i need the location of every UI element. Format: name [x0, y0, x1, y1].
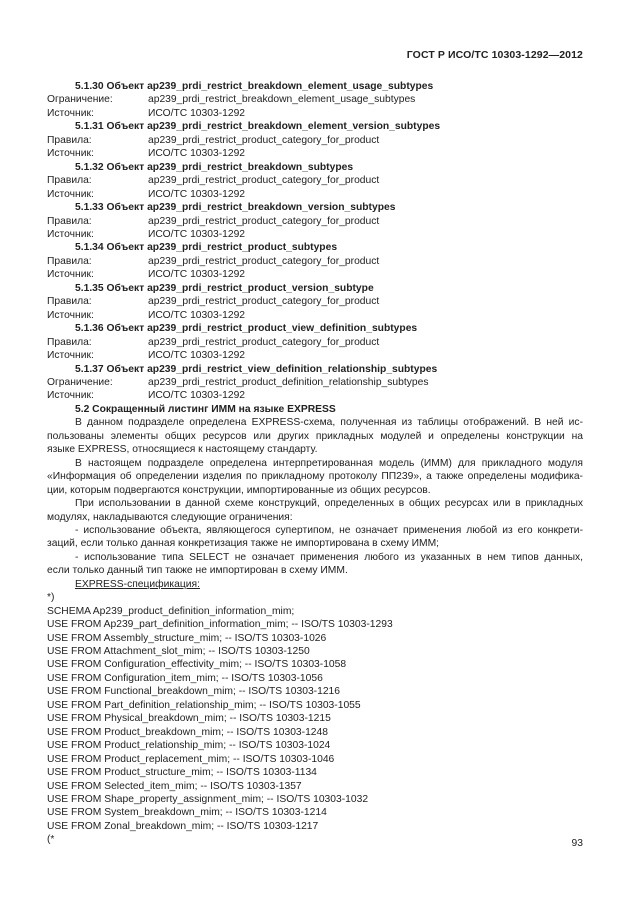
code-line: USE FROM Shape_property_assignment_mim; -- ISO/TS 10303-1032 [47, 794, 369, 806]
code-line: USE FROM Physical_breakdown_mim; -- ISO/TS 10303-1215 [47, 713, 331, 725]
entry-title [47, 161, 583, 174]
entry-object-word: Объект [106, 202, 145, 214]
entry-row-value: ap239_prdi_restrict_product_category_for_product [148, 296, 380, 308]
paragraph [47, 416, 583, 456]
paragraph [47, 524, 583, 551]
entry-row-label: Источник: [47, 350, 94, 362]
entry-row [47, 174, 583, 187]
entry-list [47, 80, 583, 403]
section-title: 5.2 Сокращенный листинг ИММ на языке EXPRESS [75, 403, 336, 415]
entry-number: 5.1.36 [75, 323, 104, 335]
entry-name: ap239_prdi_restrict_breakdown_element_usage_subtypes [147, 81, 434, 92]
page-content [47, 80, 583, 847]
paragraph-line: При использовании в данной схеме конструкций, определенных в общих ресурсах или в прикладных [75, 498, 583, 510]
entry-row-label: Источник: [47, 228, 94, 240]
entry-row-value: ИСО/ТС 10303-1292 [148, 269, 246, 281]
entry-row [47, 349, 583, 362]
paragraph-line: если только данный тип также не импортирован в схему ИММ. [47, 565, 348, 577]
paragraph-line: пользованы элементы общих ресурсов или других прикладных модулей и определены конструкции на [47, 430, 583, 442]
code-line: *) [47, 592, 55, 604]
entry-row-label: Источник: [47, 390, 94, 402]
entry-number: 5.1.32 [75, 161, 104, 173]
entry-number: 5.1.35 [75, 282, 104, 294]
entry-title [47, 120, 583, 133]
entry-row-value: ap239_prdi_restrict_product_category_for_product [148, 255, 380, 267]
entry-object-word: Объект [106, 363, 145, 375]
paragraph-line: - использование типа SELECT не означает применения любого из указанных в нем типов данных, [75, 551, 583, 563]
code-line: USE FROM Ap239_part_definition_information_mim; -- ISO/TS 10303-1293 [47, 619, 393, 631]
code-line: USE FROM Zonal_breakdown_mim; -- ISO/TS 10303-1217 [47, 820, 319, 832]
entry-row-value: ap239_prdi_restrict_product_category_for_product [148, 215, 380, 227]
entry-title [47, 80, 583, 93]
entry-title [47, 201, 583, 214]
entry-title [47, 322, 583, 335]
code-line: USE FROM Part_definition_relationship_mim; -- ISO/TS 10303-1055 [47, 699, 361, 711]
entry-row-value: ap239_prdi_restrict_product_definition_relationship_subtypes [148, 376, 429, 388]
code-line: USE FROM Product_relationship_mim; -- ISO/TS 10303-1024 [47, 740, 331, 752]
entry-row-value: ИСО/ТС 10303-1292 [148, 107, 246, 119]
express-code [47, 591, 583, 847]
code-line: USE FROM Product_breakdown_mim; -- ISO/TS 10303-1248 [47, 726, 328, 738]
paragraph-line: языке EXPRESS, относящиеся к настоящему стандарту. [47, 444, 318, 456]
entry-row-value: ap239_prdi_restrict_product_category_for_product [148, 175, 380, 187]
entry-row [47, 228, 583, 241]
entry-title [47, 241, 583, 254]
code-line: USE FROM System_breakdown_mim; -- ISO/TS 10303-1214 [47, 807, 327, 819]
entry-number: 5.1.30 [75, 81, 104, 92]
paragraph-line: ции, которым подвергаются конструкции, импортированные из общих ресурсов. [47, 484, 431, 496]
entry-row-label: Источник: [47, 309, 94, 321]
entry-row [47, 309, 583, 322]
entry-row-value: ap239_prdi_restrict_product_category_for_product [148, 336, 380, 348]
entry-row [47, 295, 583, 308]
entry-row-value: ИСО/ТС 10303-1292 [148, 350, 246, 362]
entry-name: ap239_prdi_restrict_breakdown_version_subtypes [147, 202, 396, 214]
entry-number: 5.1.37 [75, 363, 104, 375]
entry-name: ap239_prdi_restrict_product_subtypes [147, 242, 338, 254]
paragraph-line: модулях, накладываются следующие ограничения: [47, 511, 293, 523]
entry-row-value: ИСО/ТС 10303-1292 [148, 228, 246, 240]
entry-name: ap239_prdi_restrict_product_version_subtype [147, 282, 374, 294]
entry-name: ap239_prdi_restrict_breakdown_element_version_subtypes [147, 121, 441, 133]
entry-number: 5.1.33 [75, 202, 104, 214]
entry-object-word: Объект [106, 282, 145, 294]
entry-row-label: Правила: [47, 215, 92, 227]
entry-number: 5.1.31 [75, 121, 104, 133]
entry-row [47, 147, 583, 160]
code-line: USE FROM Assembly_structure_mim; -- ISO/TS 10303-1026 [47, 632, 327, 644]
entry-object-word: Объект [106, 323, 145, 335]
entry-row [47, 188, 583, 201]
entry-row-value: ИСО/ТС 10303-1292 [148, 188, 246, 200]
paragraph [47, 497, 583, 524]
entry-object-word: Объект [106, 81, 145, 92]
entry-row-label: Правила: [47, 255, 92, 267]
paragraph [47, 551, 583, 578]
paragraph [47, 457, 583, 497]
entry-number: 5.1.34 [75, 242, 104, 254]
entry-row-label: Источник: [47, 107, 94, 119]
entry-row-label: Источник: [47, 188, 94, 200]
paragraph-list [47, 416, 583, 577]
entry-row-label: Ограничение: [47, 94, 113, 106]
entry-row [47, 134, 583, 147]
paragraph-line: В данном подразделе определена EXPRESS-схема, полученная из таблицы отображений. В ней ис- [75, 417, 583, 429]
paragraph-line: - использование объекта, являющегося супертипом, не означает применения любой из его конкрети- [75, 524, 583, 536]
page-header: ГОСТ Р ИСО/ТС 10303-1292—2012 [406, 49, 583, 61]
entry-row-value: ИСО/ТС 10303-1292 [148, 309, 246, 321]
entry-name: ap239_prdi_restrict_product_view_definition_subtypes [147, 323, 418, 335]
entry-row-value: ИСО/ТС 10303-1292 [148, 390, 246, 402]
entry-title [47, 363, 583, 376]
entry-row-label: Правила: [47, 296, 92, 308]
entry-row-label: Источник: [47, 148, 94, 160]
code-line: USE FROM Configuration_item_mim; -- ISO/TS 10303-1056 [47, 672, 323, 684]
paragraph-line: В настоящем подразделе определена интерпретированная модель (ИММ) для прикладного модуля [75, 457, 583, 469]
code-line: USE FROM Attachment_slot_mim; -- ISO/TS 10303-1250 [47, 646, 310, 658]
entry-row-label: Правила: [47, 134, 92, 146]
code-line: USE FROM Selected_item_mim; -- ISO/TS 10303-1357 [47, 780, 302, 792]
code-line: SCHEMA Ap239_product_definition_information_mim; [47, 605, 295, 617]
entry-name: ap239_prdi_restrict_view_definition_relationship_subtypes [147, 363, 438, 375]
entry-row [47, 107, 583, 120]
entry-row-label: Источник: [47, 269, 94, 281]
code-line: USE FROM Functional_breakdown_mim; -- ISO/TS 10303-1216 [47, 686, 341, 698]
entry-object-word: Объект [106, 121, 145, 133]
entry-row [47, 336, 583, 349]
entry-name: ap239_prdi_restrict_breakdown_subtypes [147, 161, 354, 173]
entry-object-word: Объект [106, 242, 145, 254]
code-line: USE FROM Product_structure_mim; -- ISO/TS 10303-1134 [47, 767, 317, 779]
entry-object-word: Объект [106, 161, 145, 173]
entry-row-value: ap239_prdi_restrict_product_category_for_product [148, 134, 380, 146]
entry-row-label: Правила: [47, 336, 92, 348]
paragraph-line: «Информация об определении изделия по прикладному протоколу ПП239», а также определены модифика- [47, 471, 583, 483]
entry-row-value: ИСО/ТС 10303-1292 [148, 148, 246, 160]
express-label: EXPRESS-спецификация: [75, 578, 200, 590]
entry-row-label: Правила: [47, 175, 92, 187]
paragraph-line: заций, если только данная конкретизация также не импортирована в схему ИММ; [47, 538, 440, 550]
code-line: USE FROM Configuration_effectivity_mim; -- ISO/TS 10303-1058 [47, 659, 347, 671]
entry-row [47, 93, 583, 106]
entry-row [47, 215, 583, 228]
entry-row [47, 389, 583, 402]
code-line: (* [47, 834, 55, 846]
entry-title [47, 282, 583, 295]
code-line: USE FROM Product_replacement_mim; -- ISO/TS 10303-1046 [47, 753, 335, 765]
entry-row [47, 268, 583, 281]
entry-row-label: Ограничение: [47, 376, 113, 388]
entry-row [47, 255, 583, 268]
entry-row-value: ap239_prdi_restrict_breakdown_element_usage_subtypes [148, 94, 416, 106]
entry-row [47, 376, 583, 389]
page-number: 93 [571, 838, 583, 849]
